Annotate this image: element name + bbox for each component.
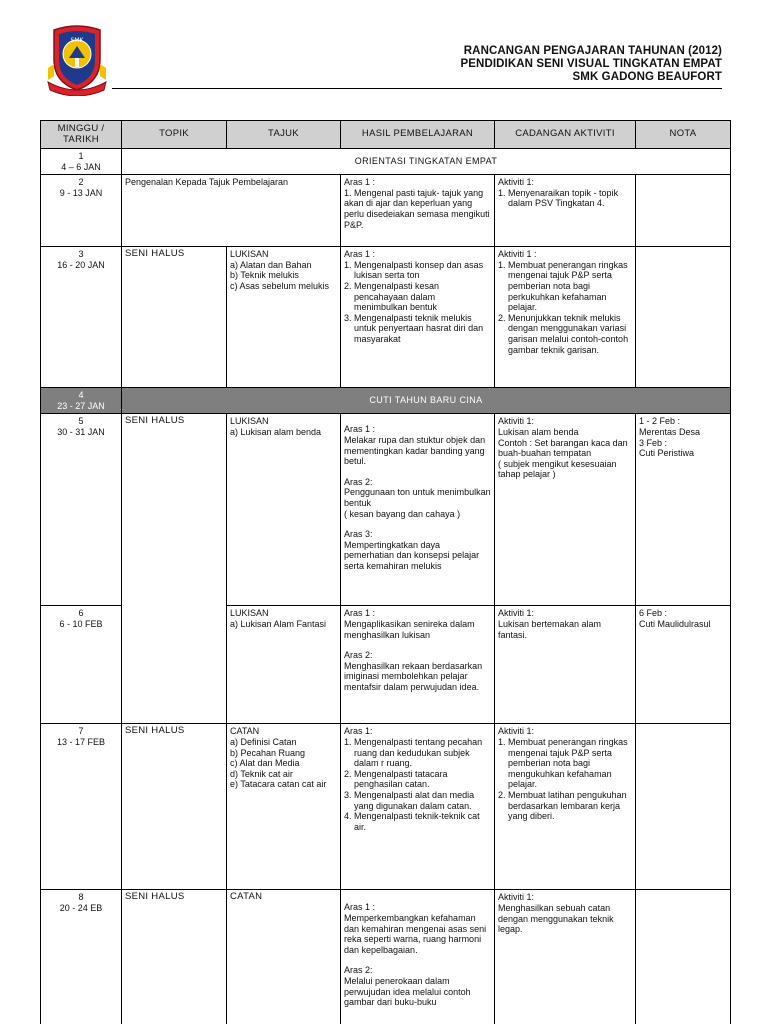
hasil-line: Mempertingkatkan daya pemerhatian dan konsepsi pelajar serta kemahiran melukis (344, 539, 480, 571)
hasil-line: 1. Mengenalpasti konsep dan asas lukisan serta ton (344, 259, 484, 281)
title-line-1: RANCANGAN PENGAJARAN TAHUNAN (2012) (463, 45, 722, 57)
aktiviti-cell (495, 724, 636, 890)
hasil-line: Aras 1 : (344, 177, 376, 188)
table-row (41, 414, 731, 606)
hasil-line: 2. Mengenalpasti tatacara penghasilan catan. (344, 768, 448, 790)
column-header-topik: TOPIK (122, 121, 227, 149)
hasil-line: Penggunaan ton untuk menimbulkan bentuk (344, 487, 491, 508)
week-number: 5 (78, 416, 84, 427)
aktiviti-line: 1. Menyenaraikan topik - topik dalam PSV Tingkatan 4. (498, 187, 619, 209)
tajuk-line: c) Alat dan Media (230, 758, 300, 769)
aktiviti-line: Aktiviti 1: (498, 177, 535, 188)
nota-line: Merentas Desa (639, 426, 701, 437)
week-number: 7 (78, 726, 84, 737)
column-header-tajuk: TAJUK (227, 121, 341, 149)
week-date: 13 - 17 FEB (56, 736, 106, 747)
table-header-row (41, 121, 731, 149)
tajuk-cell (227, 414, 341, 606)
aktiviti-line: Aktiviti 1: (498, 608, 535, 619)
holiday-banner: CUTI TAHUN BARU CINA (122, 388, 731, 414)
aktiviti-cell (495, 890, 636, 1024)
aktiviti-line: Lukisan bertemakan alam fantasi. (498, 618, 602, 640)
tajuk-line: a) Alatan dan Bahan (230, 259, 312, 270)
week-number: 1 (78, 151, 84, 161)
lesson-plan-table (40, 120, 731, 1024)
aktiviti-line: Menghasilkan sebuah catan dengan menggunakan teknik legap. (498, 902, 614, 935)
tajuk-line: b) Pecahan Ruang (230, 747, 306, 758)
table-row (41, 724, 731, 890)
hasil-line: Mengaplikasikan senireka dalam menghasilkan lukisan (344, 618, 475, 640)
hasil-line: ( kesan bayang dan cahaya ) (344, 508, 461, 519)
title-line-3: SMK GADONG BEAUFORT (572, 71, 722, 83)
aktiviti-line: 2. Membuat latihan pengukuhan berdasarkan lembaran kerja yang diberi. (498, 789, 627, 822)
nota-cell (636, 724, 731, 890)
topik-cell: SENI HALUS (122, 724, 227, 890)
week-number: 6 (78, 608, 84, 619)
hasil-line: Melakar rupa dan stuktur objek dan mementingkan kadar banding yang betul. (344, 434, 486, 467)
hasil-cell (341, 606, 495, 724)
nota-cell (636, 890, 731, 1024)
column-header-hasil: HASIL PEMBELAJARAN (341, 121, 495, 149)
nota-line: 6 Feb : (639, 608, 668, 619)
hasil-cell (341, 414, 495, 606)
document-title (461, 45, 723, 84)
nota-cell (636, 414, 731, 606)
hasil-cell (341, 175, 495, 247)
column-header-aktiviti: CADANGAN AKTIVITI (495, 121, 636, 149)
hasil-line: Melalui penerokaan dalam perwujudan idea melalui contoh gambar dari buku-buku (344, 975, 471, 1008)
tajuk-cell (227, 247, 341, 388)
title-line-2: PENDIDIKAN SENI VISUAL TINGKATAN EMPAT (460, 58, 722, 70)
aktiviti-line: Aktiviti 1 : (498, 249, 537, 260)
hasil-cell (341, 724, 495, 890)
tajuk-line: a) Lukisan Alam Fantasi (230, 618, 327, 629)
week-cell (41, 606, 122, 724)
aktiviti-cell (495, 414, 636, 606)
hasil-line: Aras 3: (344, 529, 373, 540)
week-number: 4 (78, 390, 84, 401)
table-row (41, 890, 731, 1024)
aktiviti-line: 1. Membuat penerangan ringkas mengenai tajuk P&P serta pemberian nota bagi mengukuhkan kefahaman pelajar. (498, 736, 628, 790)
tajuk-cell (227, 724, 341, 890)
aktiviti-line: Contoh : Set barangan kaca dan buah-buahan tempatan (498, 437, 628, 459)
header-divider (112, 88, 722, 89)
topik-cell: Pengenalan Kepada Tajuk Pembelajaran (122, 175, 341, 247)
nota-cell (636, 247, 731, 388)
aktiviti-line: 2. Menunjukkan teknik melukis dengan menggunakan variasi garisan melalui contoh-contoh gambar teknik garisan. (498, 312, 629, 355)
tajuk-line: LUKISAN (230, 249, 269, 260)
orientation-banner: ORIENTASI TINGKATAN EMPAT (122, 149, 731, 175)
hasil-line: 4. Mengenalpasti teknik-teknik cat air. (344, 811, 480, 832)
week-cell (41, 414, 122, 606)
tajuk-line: a) Definisi Catan (230, 736, 297, 747)
week-number: 2 (78, 177, 84, 188)
tajuk-line: e) Tatacara catan cat air (230, 779, 327, 790)
aktiviti-cell (495, 606, 636, 724)
tajuk-cell (227, 606, 341, 724)
hasil-line: 2. Mengenalpasti kesan pencahayaan dalam menimbulkan bentuk (344, 280, 440, 313)
week-cell (41, 247, 122, 388)
hasil-line: Aras 1 : (344, 608, 376, 619)
nota-line: Cuti Peristiwa (639, 448, 695, 459)
topik-cell: SENI HALUS (122, 247, 227, 388)
week-date: 6 - 10 FEB (59, 618, 103, 629)
nota-cell (636, 606, 731, 724)
hasil-line: 3. Mengenalpasti alat dan media yang digunakan dalam catan. (344, 789, 475, 811)
column-header-nota: NOTA (636, 121, 731, 149)
aktiviti-line: Aktiviti 1: (498, 892, 535, 903)
hasil-line: Aras 1 : (344, 424, 376, 435)
tajuk-line: d) Teknik cat air (230, 768, 293, 779)
week-date: 16 - 20 JAN (57, 259, 105, 270)
hasil-line: 1. Mengenalpasti tentang pecahan ruang dan kedudukan subjek dalam r ruang. (344, 736, 483, 769)
table-row (41, 149, 731, 175)
hasil-cell (341, 247, 495, 388)
table-row (41, 388, 731, 414)
nota-line: 3 Feb : (639, 437, 668, 448)
week-number: 8 (78, 892, 84, 903)
tajuk-line: LUKISAN (230, 608, 269, 619)
hasil-line: Aras 1: (344, 726, 373, 737)
aktiviti-line: Aktiviti 1: (498, 416, 535, 427)
hasil-line: Aras 1 : (344, 249, 376, 260)
week-date: 9 - 13 JAN (59, 187, 103, 198)
hasil-line: 1. Mengenal pasti tajuk- tajuk yang akan di ajar dan keperluan yang perlu disedeiakan semasa mengikuti P&P. (344, 187, 490, 230)
tajuk-cell: CATAN (227, 890, 341, 1024)
week-date: 23 - 27 JAN (57, 400, 105, 411)
aktiviti-line: ( subjek mengikut kesesuaian tahap pelajar ) (498, 458, 617, 480)
hasil-cell (341, 890, 495, 1024)
hasil-line: Menghasilkan rekaan berdasarkan imiginasi membolehkan pelajar mentafsir dalam perwujudan idea. (344, 660, 483, 692)
week-number: 3 (78, 249, 84, 260)
school-crest-icon (46, 24, 108, 96)
week-cell (41, 149, 122, 175)
topik-cell: SENI HALUS (122, 890, 227, 1024)
hasil-line: Aras 2: (344, 965, 373, 976)
tajuk-line: CATAN (230, 726, 260, 737)
hasil-line: Memperkembangkan kefahaman dan kemahiran mengenai asas seni reka seperti warna, ruang harmoni dan kepelbagaian. (344, 912, 487, 955)
column-header-minggu: MINGGU / TARIKH (41, 121, 122, 149)
week-cell (41, 388, 122, 414)
table-row (41, 175, 731, 247)
week-cell (41, 724, 122, 890)
hasil-line: 3. Mengenalpasti teknik melukis untuk penyertaan hasrat diri dan masyarakat (344, 312, 484, 344)
aktiviti-cell (495, 175, 636, 247)
topik-cell: SENI HALUS (122, 414, 227, 724)
aktiviti-line: Aktiviti 1: (498, 726, 535, 737)
nota-line: Cuti Maulidulrasul (639, 618, 711, 629)
week-date: 4 – 6 JAN (61, 161, 101, 172)
hasil-line: Aras 2: (344, 476, 373, 487)
aktiviti-cell (495, 247, 636, 388)
svg-text:SMK: SMK (70, 37, 84, 44)
tajuk-line: c) Asas sebelum melukis (230, 280, 330, 291)
week-date: 30 - 31 JAN (57, 426, 105, 437)
table-row (41, 247, 731, 388)
tajuk-line: LUKISAN (230, 416, 269, 427)
week-cell (41, 890, 122, 1024)
aktiviti-line: 1. Membuat penerangan ringkas mengenai tajuk P&P serta pemberian nota bagi perkukuhkan kefahaman pelajar. (498, 259, 628, 313)
tajuk-line: a) Lukisan alam benda (230, 426, 322, 437)
nota-line: 1 - 2 Feb : (639, 416, 681, 427)
week-date: 20 - 24 EB (59, 902, 103, 913)
nota-cell (636, 175, 731, 247)
aktiviti-line: Lukisan alam benda (498, 426, 579, 437)
week-cell (41, 175, 122, 247)
hasil-line: Aras 1 : (344, 902, 376, 913)
document-header (0, 0, 768, 100)
hasil-line: Aras 2: (344, 650, 373, 661)
tajuk-line: b) Teknik melukis (230, 270, 299, 281)
